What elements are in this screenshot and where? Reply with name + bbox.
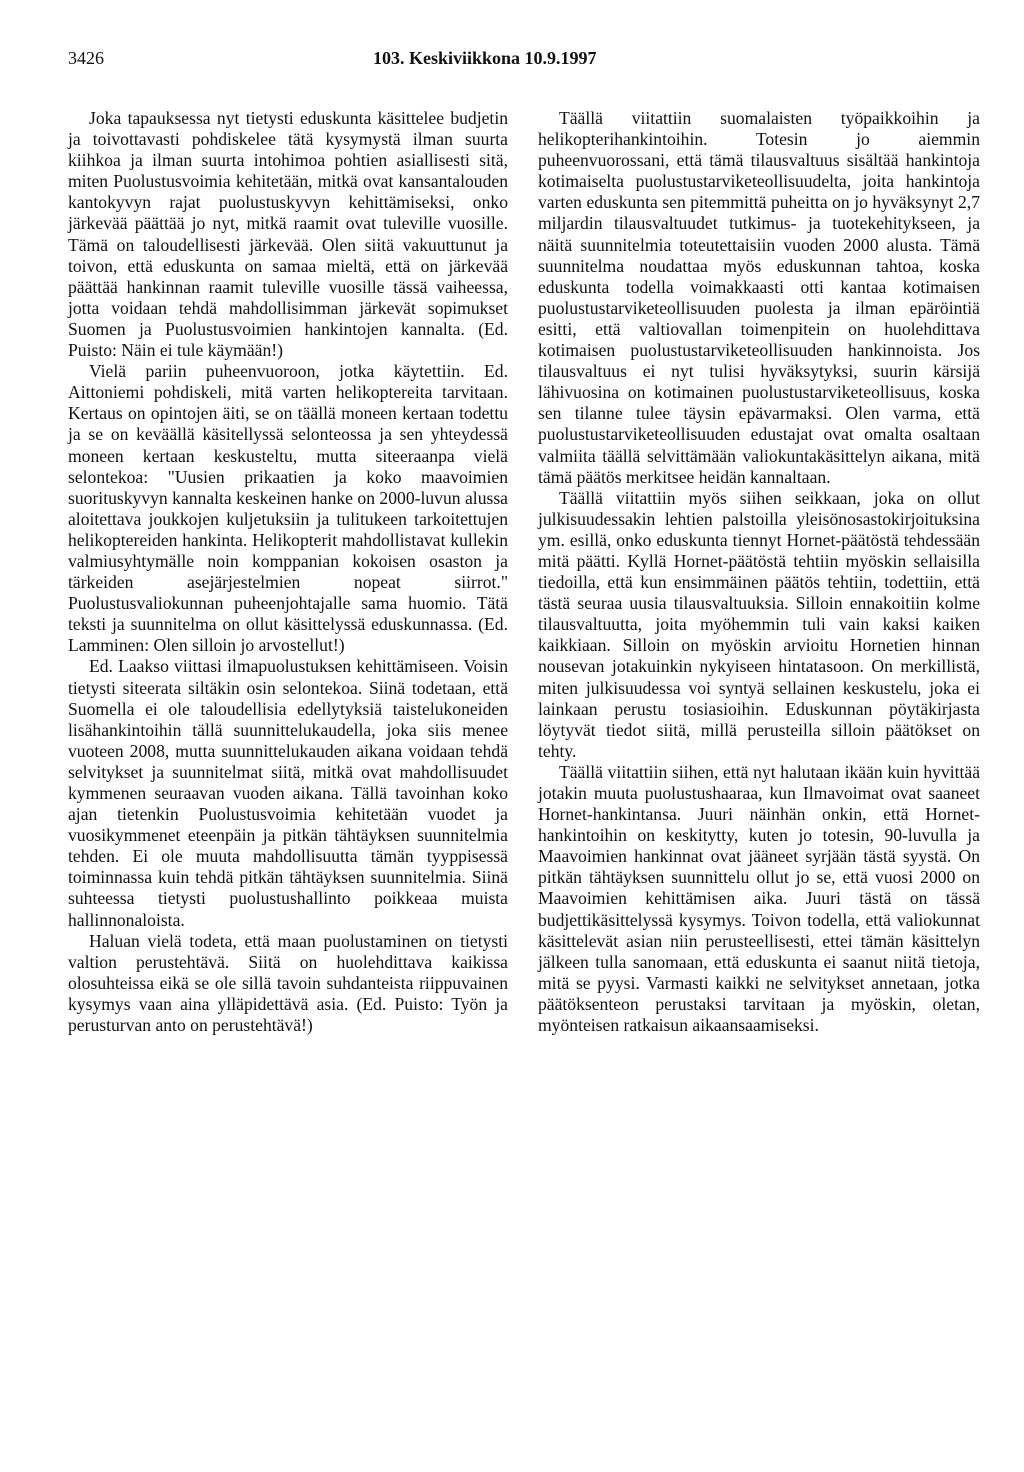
paragraph: Joka tapauksessa nyt tietysti eduskunta käsittelee budjetin ja toivottavasti pohdiskelee tätä kysymystä ilman suurta kiihkoa ja ilman suurta intohimoa pohtien asiallisesti sitä, miten Puolustusvoimia kehitetään, mitkä ovat kansantalouden kantokyvyn rajat puolustuskyvyn kehittämiseksi, onko järkevää päättää jo nyt, mitkä raamit ovat tuleville vuosille. Tämä on taloudellisesti järkevää. Olen siitä vakuuttunut ja toivon, että eduskunta on samaa mieltä, että on järkevää päättää hankinnan raamit tuleville vuosille tässä vaiheessa, jotta voidaan tehdä mahdollisimman järkevät sopimukset Suomen ja Puolustusvoimien hankintojen kannalta. (Ed. Puisto: Näin ei tule käymään!) (68, 108, 508, 361)
running-head: 103. Keskiviikkona 10.9.1997 (373, 48, 597, 68)
paragraph: Täällä viitattiin suomalaisten työpaikkoihin ja helikopterihankintoihin. Totesin jo aiemmin puheenvuorossani, että tämä tilausvaltuus sisältää hankintoja kotimaiselta puolustustarviketeollisuudelta, joita hankintoja varten eduskunta sen pitemmittä puheitta on jo hyväksynyt 2,7 miljardin tilausvaltuudet tutkimus- ja tuotekehitykseen, ja näitä suunnitelmia toteutettaisiin vuoden 2000 alusta. Tämä suunnitelma noudattaa myös eduskunnan tahtoa, koska eduskunta todella voimakkaasti otti kantaa kotimaisen puolustustarviketeollisuuden puolesta ja ilman epäröintiä esitti, että valtiovallan toimenpitein on huolehdittava kotimaisen puolustustarviketeollisuuden hankinnoista. Jos tilausvaltuus ei nyt tulisi hyväksytyksi, suurin kärsijä lähivuosina on kotimainen puolustustarviketeollisuus, koska sen tilanne tulee täysin epävarmaksi. Olen varma, että puolustustarviketeollisuuden edustajat ovat omalta osaltaan valmiita täällä selvittämään valiokuntakäsittelyn aikana, mitä tämä päätös merkitsee heidän kannaltaan. (538, 108, 980, 487)
right-column (538, 108, 980, 1036)
paragraph: Täällä viitattiin myös siihen seikkaan, joka on ollut julkisuudessakin lehtien palstoilla yleisönosastokirjoituksina ym. esillä, onko eduskunta tiennyt Hornet-päätöstä tehdessään mitä päätti. Kyllä Hornet-päätöstä tehtiin myöskin sellaisilla tiedoilla, että kun ensimmäinen päätös tehtiin, todettiin, että tästä seuraa uusia tilausvaltuuksia. Silloin ennakoitiin kolme tilausvaltuutta, joita myöhemmin tuli vain kaksi kaiken kaikkiaan. Silloin on myöskin arvioitu Hornetien hinnan nousevan jotakuinkin nykyiseen hintatasoon. On merkillistä, miten julkisuudessa voi syntyä sellainen keskustelu, joka ei lainkaan perustu tosiasioihin. Eduskunnan pöytäkirjasta löytyvät tiedot siitä, millä perusteilla silloin päätökset on tehty. (538, 487, 980, 761)
page-header (68, 48, 956, 76)
paragraph: Ed. Laakso viittasi ilmapuolustuksen kehittämiseen. Voisin tietysti siteerata siltäkin osin selontekoa. Siinä todetaan, että Suomella ei ole taloudellisia edellytyksiä taistelukoneiden lisähankintoihin tällä suunnittelukaudella, joka siis menee vuoteen 2008, mutta suunnittelukauden aikana voidaan tehdä selvitykset ja suunnitelmat siitä, mitkä ovat mahdollisuudet kymmenen seuraavan vuoden aikana. Tällä tavoinhan koko ajan tietenkin Puolustusvoimia kehitetään vuodet ja vuosikymmenet eteenpäin ja pitkän tähtäyksen suunnitelmia tehden. Ei ole muuta mahdollisuutta tämän tyyppisessä toiminnassa kuin tehdä pitkän tähtäyksen suunnitelmia. Siinä suhteessa tietysti puolustushallinto poikkeaa muista hallinnonaloista. (68, 656, 508, 930)
left-column (68, 108, 508, 1036)
paragraph: Vielä pariin puheenvuoroon, jotka käytettiin. Ed. Aittoniemi pohdiskeli, mitä varten helikoptereita tarvitaan. Kertaus on opintojen äiti, se on täällä moneen kertaan todettu ja se on keväällä käsitellyssä selonteossa ja sen yhteydessä moneen kertaan keskusteltu, mutta siteeraanpa vielä selontekoa: "Uusien prikaatien ja koko maavoimien suorituskyvyn kannalta keskeinen hanke on 2000-luvun alussa aloitettava joukkojen kuljetuksiin ja tulitukeen tarkoitettujen helikoptereiden hankinta. Helikopterit mahdollistavat kullekin valmiusyhtymälle noin komppanian kokoisen osaston ja tärkeiden asejärjestelmien nopeat siirrot." Puolustusvaliokunnan puheenjohtajalle sama huomio. Tätä teksti ja suunnitelma on ollut käsittelyssä eduskunnassa. (Ed. Lamminen: Olen silloin jo arvostellut!) (68, 361, 508, 656)
paragraph: Haluan vielä todeta, että maan puolustaminen on tietysti valtion perustehtävä. Siitä on huolehdittava kaikissa olosuhteissa eikä se ole sillä tavoin suhdanteista riippuvainen kysymys vaan aina ylläpidettävä asia. (Ed. Puisto: Työn ja perusturvan anto on perustehtävä!) (68, 930, 508, 1036)
page-number: 3426 (68, 48, 104, 68)
paragraph: Täällä viitattiin siihen, että nyt halutaan ikään kuin hyvittää jotakin muuta puolustushaaraa, kun Ilmavoimat ovat saaneet Hornet-hankintansa. Juuri näinhän onkin, että Hornet-hankintoihin on keskitytty, kuten jo totesin, 90-luvulla ja Maavoimien hankinnat ovat jääneet syrjään tästä syystä. On pitkän tähtäyksen suunnittelu ollut jo se, että vuosi 2000 on Maavoimien kehittämisen aika. Juuri tästä on tässä budjettikäsittelyssä kysymys. Toivon todella, että valiokunnat käsittelevät asian niin perusteellisesti, ettei tämän käsittelyn jälkeen tulla sanomaan, että eduskunta ei saanut niitä tietoja, mitä se pyysi. Varmasti kaikki ne selvitykset annetaan, jotka päätöksenteon perustaksi tarvitaan ja myöskin, oletan, myönteisen ratkaisun aikaansaamiseksi. (538, 761, 980, 1036)
